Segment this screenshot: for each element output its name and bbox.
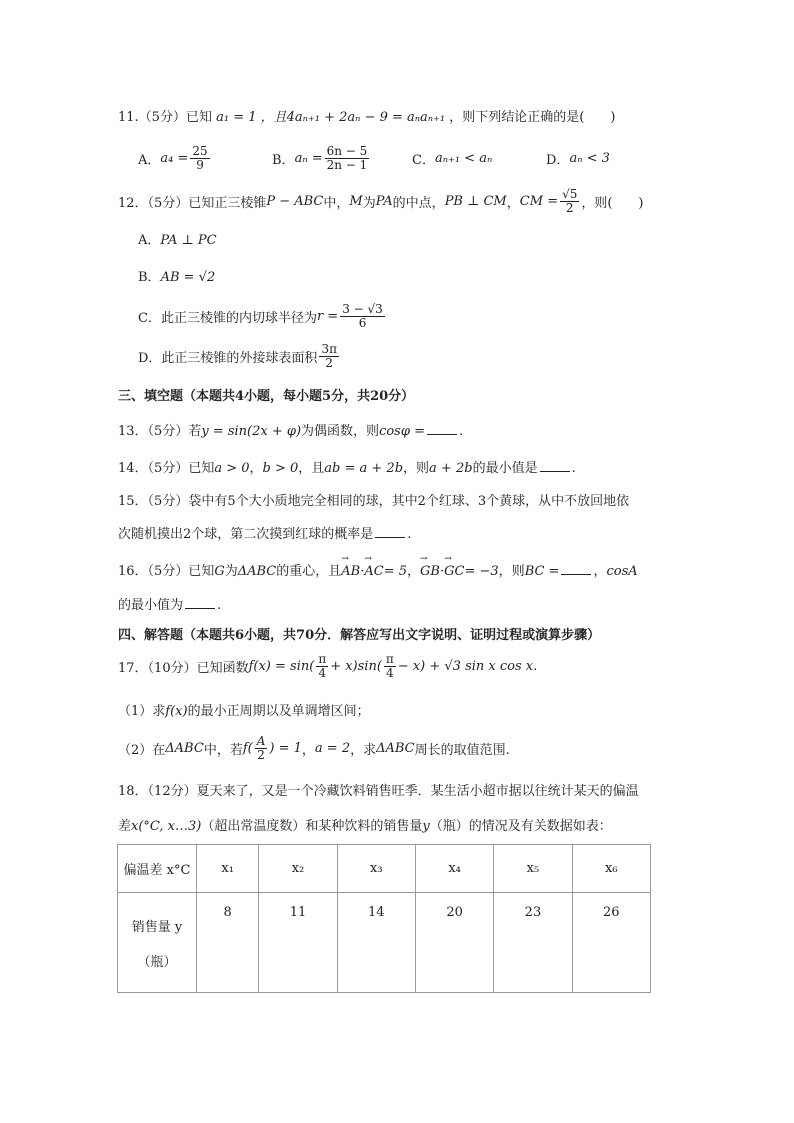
q18-text: 差 [118, 819, 132, 834]
answer-blank[interactable] [185, 596, 215, 609]
numerator: π [318, 651, 327, 666]
q14-text: 的最小值是 [472, 461, 538, 476]
q18-text: （超出常温度数）和某种饮料的销售量 [201, 819, 423, 834]
fraction [384, 653, 396, 679]
q14-text: 14．（5分）已知 [118, 461, 215, 476]
question-16-line-1 [118, 560, 638, 579]
table-cell: x₂ [259, 845, 337, 893]
q14-text: ，且 [298, 461, 325, 476]
q17-math: f(x) = sin( [248, 658, 315, 674]
numerator: 6n − 5 [326, 143, 368, 158]
q16-math: BC = [524, 564, 560, 579]
q12-text: ，则( ) [581, 195, 644, 211]
q12-math: M [349, 193, 363, 209]
q16-text: 为 [224, 564, 238, 579]
q16-math: · [439, 564, 445, 579]
q14-text: ，则 [403, 461, 430, 476]
table-cell: 11 [259, 893, 337, 993]
q14-math: a + 2b [429, 461, 473, 476]
numerator: π [385, 651, 394, 666]
q11-option-d [546, 142, 610, 174]
q17-math: a = 2 [314, 740, 351, 756]
option-lhs: aₙ = [294, 150, 323, 166]
fraction [325, 145, 370, 171]
table-row-header: 偏温差 x°C [118, 845, 197, 893]
numerator: 25 [192, 143, 208, 158]
denominator: 4 [318, 665, 327, 680]
q15-text: . [407, 527, 412, 542]
table-cell: 26 [572, 893, 650, 993]
numerator: √5 [562, 186, 578, 201]
q12-option-a [138, 229, 217, 248]
question-11-stem [118, 106, 615, 125]
option-label: B． [272, 152, 295, 168]
q17-text: （2）在 [118, 742, 166, 758]
q12-text: 中， [323, 195, 350, 211]
numerator: 3 − √3 [342, 301, 383, 316]
table-cell: x₃ [337, 845, 415, 893]
answer-blank[interactable] [375, 525, 405, 538]
option-text: C．此正三棱锥的内切球半径为 [138, 310, 317, 326]
table-cell: 8 [197, 893, 259, 993]
denominator: 6 [358, 315, 367, 330]
q13-text: 13．（5分）若 [118, 424, 202, 439]
q11-options [138, 142, 638, 174]
table-row [118, 845, 651, 893]
vector-gb: → GB [420, 564, 440, 579]
question-12-stem [118, 186, 644, 216]
section-3-title: 三、填空题（本题共4小题，每小题5分，共20分） [118, 389, 415, 404]
option-label: A． [138, 152, 161, 168]
q12-math: PA [375, 193, 393, 209]
fraction [255, 735, 268, 761]
q17-text: ，求 [350, 742, 377, 758]
q14-math: a > 0 [214, 461, 250, 476]
table-cell: x₅ [494, 845, 572, 893]
denominator: 2 [257, 747, 265, 762]
q13-math: cosφ = [379, 424, 425, 439]
q16-text: ， [407, 564, 421, 579]
question-16-line-2 [118, 594, 221, 613]
q16-math: G [214, 564, 225, 579]
fraction [319, 343, 339, 369]
q17-math: ΔABC [376, 740, 415, 756]
q16-text: . [217, 598, 222, 613]
q11-option-b [272, 142, 371, 174]
question-17-stem [118, 650, 537, 682]
answer-blank[interactable] [540, 459, 570, 472]
vector-ac: → AC [364, 564, 383, 579]
denominator: 2 [325, 355, 334, 370]
option-math: AB = √2 [160, 270, 216, 285]
q12-option-c [138, 300, 387, 332]
q12-option-b [138, 266, 215, 285]
q13-text: 为偶函数，则 [301, 424, 380, 439]
denominator: 9 [196, 157, 204, 172]
q16-text: ，则 [498, 564, 525, 579]
q14-text: ， [249, 461, 263, 476]
answer-blank[interactable] [561, 562, 591, 575]
q16-text: 的重心，且 [276, 564, 342, 579]
option-text: D．此正三棱锥的外接球表面积 [138, 350, 318, 366]
question-18-line-2 [118, 815, 612, 834]
row-header-line-1: 销售量 y [131, 919, 183, 935]
q16-text: ， [593, 564, 607, 579]
option-text: aₙ₊₁ < aₙ [434, 150, 493, 166]
q11-ask: ，则下列结论正确的是( ) [449, 110, 616, 125]
question-15-line-2 [118, 523, 411, 542]
q16-text: 的最小值为 [118, 598, 184, 613]
q17-text: 17．（10分）已知函数 [118, 660, 249, 676]
numerator: A [256, 733, 266, 748]
q17-part-2 [118, 732, 510, 764]
fraction [190, 145, 209, 171]
q12-math: CM = [519, 193, 559, 209]
denominator: 2n − 1 [326, 157, 368, 172]
q16-math: · [360, 564, 365, 579]
table-cell: 20 [415, 893, 493, 993]
option-label: B． [138, 270, 161, 285]
table-row [118, 893, 651, 993]
option-math: r = [316, 308, 339, 324]
q12-text: 为 [362, 195, 376, 211]
section-4-title: 四、解答题（本题共6小题，共70分．解答应写出文字说明、证明过程或演算步骤） [118, 628, 601, 643]
q11-label: 11.（5分）已知 [118, 110, 212, 125]
table-cell: 14 [337, 893, 415, 993]
option-label: A． [138, 233, 161, 248]
q17-math: + x)sin( [330, 658, 382, 674]
q16-math: cosA [606, 564, 638, 579]
question-15-line-1: 15．（5分）袋中有5个大小质地完全相同的球，其中2个红球、3个黄球，从中不放回地依 [118, 494, 630, 509]
option-label: D． [546, 152, 570, 168]
q17-text: 的最小正周期以及单调增区间； [187, 704, 370, 719]
fraction [560, 188, 579, 214]
q14-math: ab = a + 2b [324, 461, 404, 476]
q11-condition-1: a₁ = 1 [216, 110, 257, 125]
option-label: C． [412, 152, 435, 168]
vector-ab: → AB [341, 564, 360, 579]
q18-math: x(°C, x…3) [131, 819, 202, 834]
q13-math: y = sin(2x + φ) [201, 424, 302, 439]
q16-math: = −3 [464, 564, 499, 579]
q11-option-c [412, 142, 492, 174]
q12-text: 的中点， [392, 195, 445, 211]
q11-option-a [138, 142, 212, 174]
q17-math: ) = 1 [269, 740, 302, 756]
q16-math: ΔABC [237, 564, 277, 579]
question-14 [118, 457, 576, 476]
option-text: aₙ < 3 [569, 150, 610, 166]
answer-blank[interactable] [427, 422, 457, 435]
q16-math: = 5 [383, 564, 408, 579]
table-cell: x₁ [197, 845, 259, 893]
q14-text: . [571, 461, 576, 476]
fraction [316, 653, 328, 679]
q12-math: PB ⊥ CM [444, 193, 507, 209]
q17-math: ΔABC [165, 740, 204, 756]
data-table [117, 844, 651, 993]
option-math: PA ⊥ PC [160, 233, 217, 248]
question-13 [118, 420, 463, 439]
fraction [340, 303, 385, 329]
q14-math: b > 0 [262, 461, 299, 476]
q17-math: f( [242, 740, 253, 756]
denominator: 4 [386, 665, 394, 680]
q16-text: 16．（5分）已知 [118, 564, 215, 579]
q12-math: P − ABC [266, 193, 324, 209]
table-cell: 23 [494, 893, 572, 993]
q11-condition-2: ，且4aₙ₊₁ + 2aₙ − 9 = aₙaₙ₊₁ [260, 110, 446, 125]
table-row-header [118, 893, 197, 993]
q17-text: . [533, 658, 538, 674]
q17-math: f(x) [165, 704, 188, 719]
question-18-line-1: 18．（12分）夏天来了，又是一个冷藏饮料销售旺季．某生活小超市据以往统计某天的偏温 [118, 784, 639, 799]
q17-text: ， [301, 742, 315, 758]
q17-math: − x) + √3 sin x cos x [397, 658, 534, 674]
q17-text: 中，若 [203, 742, 243, 758]
q12-text: 12．（5分）已知正三棱锥 [118, 195, 267, 211]
numerator: 3π [321, 341, 337, 356]
denominator: 2 [565, 200, 574, 215]
row-header-line-2: （瓶） [137, 954, 177, 970]
q17-part-1 [118, 700, 370, 719]
q15-text: 次随机摸出2个球，第二次摸到红球的概率是 [118, 527, 374, 542]
table-cell: x₆ [572, 845, 650, 893]
q12-option-d [138, 340, 341, 372]
q13-text: . [458, 424, 464, 439]
table-cell: x₄ [415, 845, 493, 893]
q12-text: ， [506, 195, 520, 211]
q18-text: （瓶）的情况及有关数据如表： [429, 819, 612, 834]
q17-text: 周长的取值范围. [414, 742, 510, 758]
q17-text: （1）求 [118, 704, 166, 719]
q18-math: y [422, 819, 430, 834]
vector-gc: → GC [444, 564, 464, 579]
option-lhs: a₄ = [160, 150, 189, 166]
